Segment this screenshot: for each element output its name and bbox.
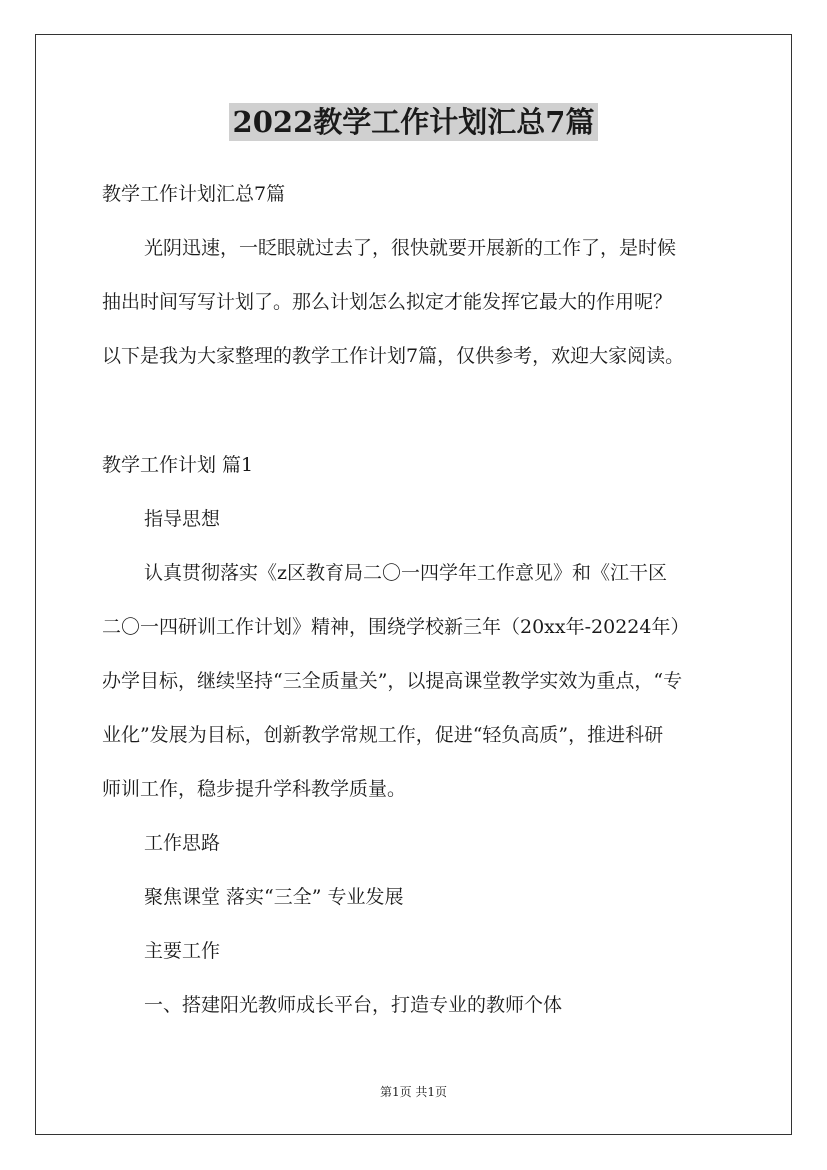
guiding-line-5: 师训工作，稳步提升学科教学质量。 bbox=[102, 778, 407, 800]
main-work-heading: 主要工作 bbox=[144, 940, 221, 962]
intro-line-1: 光阴迅速，一眨眼就过去了，很快就要开展新的工作了，是时候 bbox=[144, 237, 677, 259]
document-title bbox=[0, 100, 827, 144]
document-title-text: 2022教学工作计划汇总7篇 bbox=[229, 103, 599, 141]
guiding-line-2: 二〇一四研训工作计划》精神，围绕学校新三年（20xx年-20224年） bbox=[102, 616, 690, 638]
guiding-line-4: 业化”发展为目标，创新教学常规工作，促进“轻负高质”，推进科研 bbox=[102, 724, 664, 746]
work-idea-text: 聚焦课堂 落实“三全” 专业发展 bbox=[144, 886, 404, 908]
main-work-item-1: 一、搭建阳光教师成长平台，打造专业的教师个体 bbox=[144, 994, 563, 1016]
guiding-line-3: 办学目标，继续坚持“三全质量关”，以提高课堂教学实效为重点，“专 bbox=[102, 670, 683, 692]
intro-line-2: 抽出时间写写计划了。那么计划怎么拟定才能发挥它最大的作用呢？ bbox=[102, 291, 673, 313]
guiding-line-1: 认真贯彻落实《z区教育局二〇一四学年工作意见》和《江干区 bbox=[144, 562, 668, 584]
page-footer: 第1页 共1页 bbox=[379, 1085, 448, 1099]
section-heading: 教学工作计划 篇1 bbox=[102, 454, 254, 476]
intro-line-3: 以下是我为大家整理的教学工作计划7篇，仅供参考，欢迎大家阅读。 bbox=[102, 345, 685, 367]
work-idea-heading: 工作思路 bbox=[144, 832, 221, 854]
subtitle: 教学工作计划汇总7篇 bbox=[102, 183, 286, 205]
guiding-heading: 指导思想 bbox=[144, 508, 221, 530]
